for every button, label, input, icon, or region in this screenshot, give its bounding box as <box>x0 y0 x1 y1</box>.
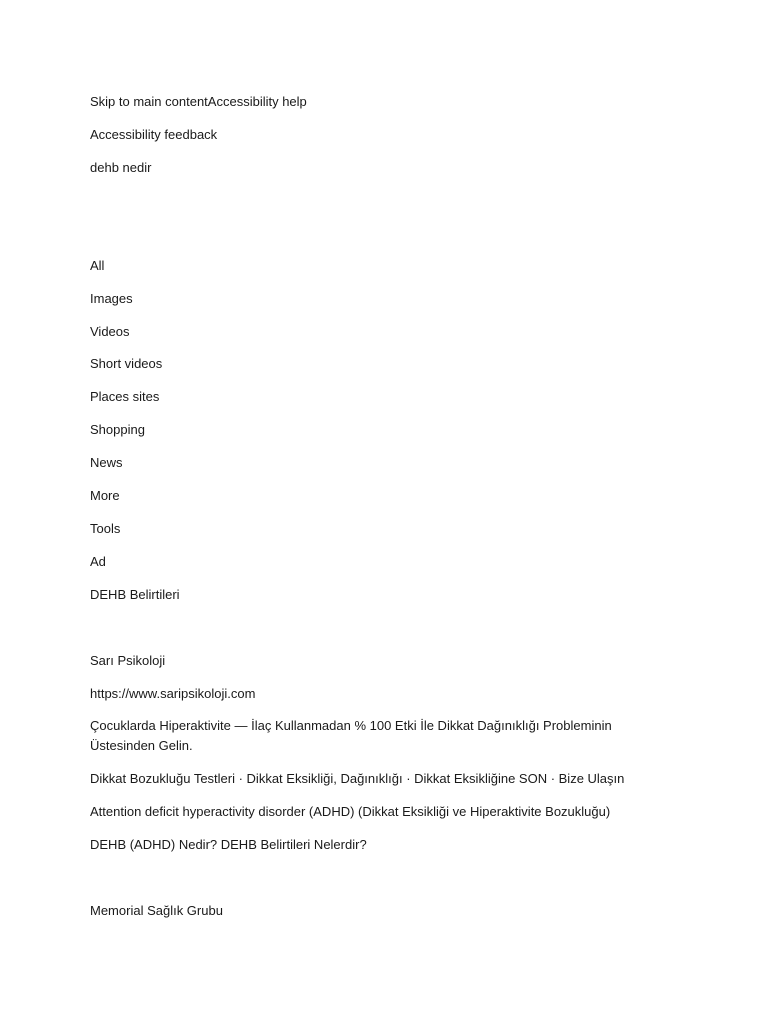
ad-title-link[interactable]: DEHB Belirtileri <box>90 587 180 602</box>
tab-all[interactable]: All <box>90 258 105 273</box>
skip-to-main-content-link[interactable]: Skip to main content <box>90 94 208 109</box>
tab-more[interactable]: More <box>90 488 120 503</box>
tab-places-sites[interactable]: Places sites <box>90 389 160 404</box>
ad-description: Çocuklarda Hiperaktivite — İlaç Kullanmadan % 100 Etki İle Dikkat Dağınıklığı Probleminin Üstesinden Gelin. <box>90 718 612 753</box>
ad-label: Ad <box>90 554 106 569</box>
top-links-row <box>90 92 680 112</box>
tab-news[interactable]: News <box>90 455 123 470</box>
accessibility-help-link[interactable]: Accessibility help <box>207 94 307 109</box>
tab-images[interactable]: Images <box>90 291 133 306</box>
result-source-name[interactable]: Memorial Sağlık Grubu <box>90 903 223 918</box>
tools-button[interactable]: Tools <box>90 521 121 536</box>
accessibility-feedback-link[interactable]: Accessibility feedback <box>90 127 218 142</box>
knowledge-heading[interactable]: Attention deficit hyperactivity disorder (ADHD) (Dikkat Eksikliği ve Hiperaktivite Bozukluğu) <box>90 804 611 819</box>
tab-short-videos[interactable]: Short videos <box>90 356 163 371</box>
result-title-link[interactable]: DEHB (ADHD) Nedir? DEHB Belirtileri Nelerdir? <box>90 837 367 852</box>
search-query-text[interactable]: dehb nedir <box>90 160 152 175</box>
tab-videos[interactable]: Videos <box>90 324 130 339</box>
ad-advertiser-name[interactable]: Sarı Psikoloji <box>90 653 166 668</box>
ad-url[interactable]: https://www.saripsikoloji.com <box>90 686 256 701</box>
ad-sitelinks[interactable]: Dikkat Bozukluğu Testleri · Dikkat Eksikliği, Dağınıklığı · Dikkat Eksikliğine SON · Bize Ulaşın <box>90 771 625 786</box>
tab-shopping[interactable]: Shopping <box>90 422 145 437</box>
